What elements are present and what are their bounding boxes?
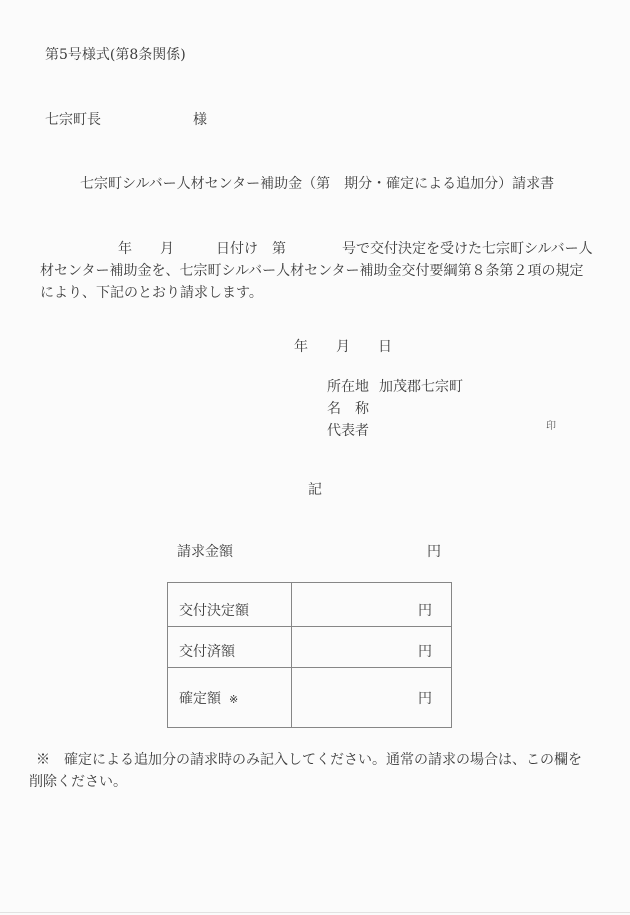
seal-mark: 印	[546, 421, 556, 432]
addressee-title: 七宗町長	[45, 112, 101, 128]
body-paragraph-line-1: 年 月 日付け 第 号で交付決定を受けた七宗町シルバー人	[118, 241, 593, 257]
footnote-line-1: ※ 確定による追加分の請求時のみ記入してください。通常の請求の場合は、この欄を	[36, 752, 582, 768]
claim-amount-label: 請求金額	[177, 544, 233, 560]
row-unit: 円	[418, 690, 432, 707]
record-marker: 記	[308, 482, 322, 498]
document-title: 七宗町シルバー人材センター補助金（第 期分・確定による追加分）請求書	[80, 176, 555, 192]
signature-name-label: 名 称	[327, 401, 369, 417]
asterisk-mark: ※	[229, 693, 239, 706]
location-label: 所在地	[327, 379, 369, 395]
footnote-line-2: 削除ください。	[29, 774, 127, 790]
table-row-granted-amount	[168, 626, 451, 667]
table-row-confirmed-amount	[168, 667, 451, 727]
form-number: 第5号様式(第8条関係)	[45, 47, 186, 63]
date-line: 年 月 日	[294, 339, 392, 355]
row-label: 交付済額	[168, 627, 292, 667]
signature-location-line	[327, 378, 463, 397]
location-value: 加茂郡七宗町	[379, 379, 463, 395]
row-unit: 円	[418, 644, 432, 660]
claim-amount-unit: 円	[427, 544, 441, 560]
signature-representative-label: 代表者	[327, 423, 369, 439]
row-label: 確定額 ※	[168, 668, 292, 727]
table-row-grant-decision	[168, 583, 451, 626]
body-paragraph-line-3: により、下記のとおり請求します。	[40, 285, 263, 301]
addressee-honorific: 様	[193, 112, 207, 128]
body-paragraph-line-2: 材センター補助金を、七宗町シルバー人材センター補助金交付要綱第８条第２項の規定	[40, 263, 584, 279]
page-bottom-edge	[0, 912, 630, 913]
row-unit: 円	[418, 603, 432, 619]
row-label: 交付決定額	[168, 583, 292, 626]
amounts-table	[167, 582, 452, 728]
